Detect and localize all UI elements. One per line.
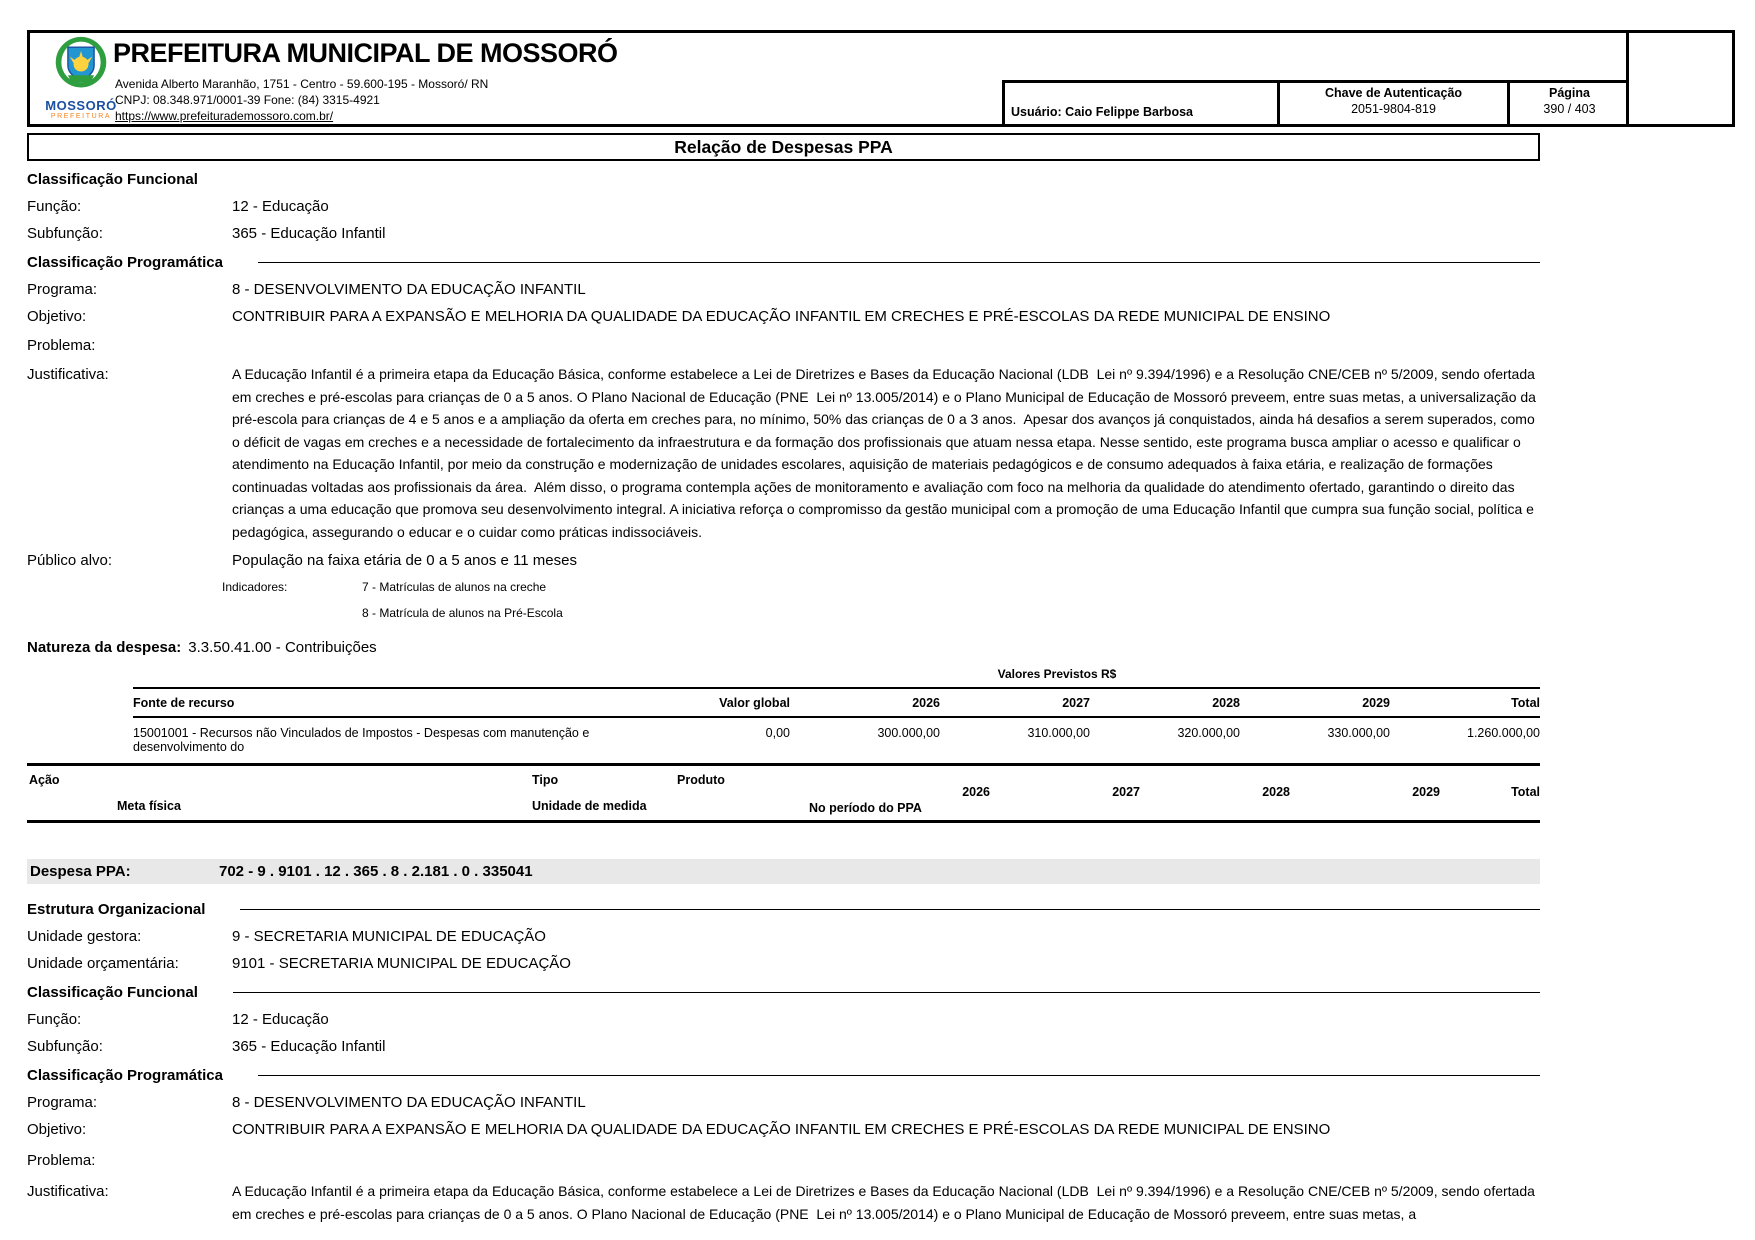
header-empty-cell xyxy=(1626,33,1732,124)
subfuncao-label: Subfunção: xyxy=(27,225,103,242)
col-2029: 2029 xyxy=(1362,696,1390,710)
field-programa xyxy=(27,278,1540,301)
cell-2026: 300.000,00 xyxy=(877,726,940,740)
field-natureza-despesa xyxy=(27,636,1540,659)
programa-value: 8 - DESENVOLVIMENTO DA EDUCAÇÃO INFANTIL xyxy=(232,1094,586,1111)
indicadores-label: Indicadores: xyxy=(222,580,288,594)
programa-label: Programa: xyxy=(27,1094,98,1111)
indicador-row xyxy=(222,606,1540,620)
unidade-gestora-label: Unidade gestora: xyxy=(27,928,142,945)
col-2028: 2028 xyxy=(1212,696,1240,710)
section-heading-classificacao-programatica-2: Classificação Programática xyxy=(27,1064,1540,1087)
col-acao-2026: 2026 xyxy=(962,785,990,799)
problema-value xyxy=(232,1149,1540,1172)
valores-previstos-caption: Valores Previstos R$ xyxy=(997,667,1117,681)
col-2026: 2026 xyxy=(912,696,940,710)
objetivo-label: Objetivo: xyxy=(27,308,87,325)
field-unidade-gestora xyxy=(27,925,1540,948)
objetivo-value: CONTRIBUIR PARA A EXPANSÃO E MELHORIA DA QUALIDADE DA EDUCAÇÃO INFANTIL EM CRECHES E PRÉ-ESCOLAS DA REDE MUNICIPAL DE ENSINO xyxy=(232,308,1331,325)
funcao-label: Função: xyxy=(27,1011,82,1028)
publico-alvo-value: População na faixa etária de 0 a 5 anos e 11 meses xyxy=(232,552,577,569)
problema-label: Problema: xyxy=(27,337,96,354)
col-meta-fisica: Meta física xyxy=(117,799,181,813)
col-acao-2028: 2028 xyxy=(1262,785,1290,799)
report-body xyxy=(27,168,1540,1229)
funcao-value: 12 - Educação xyxy=(232,198,329,215)
col-fonte-recurso: Fonte de recurso xyxy=(133,696,235,710)
col-total: Total xyxy=(1511,696,1540,710)
subfuncao-value: 365 - Educação Infantil xyxy=(232,1038,386,1055)
objetivo-label: Objetivo: xyxy=(27,1121,87,1138)
heading-rule xyxy=(258,262,1540,263)
fonte-table-row xyxy=(133,718,1540,763)
heading-rule xyxy=(233,992,1540,993)
field-problema-2 xyxy=(27,1149,1540,1172)
cell-2027: 310.000,00 xyxy=(1027,726,1090,740)
page-number: 390 / 403 xyxy=(1543,102,1596,116)
funcao-value: 12 - Educação xyxy=(232,1011,329,1028)
unidade-orcamentaria-label: Unidade orçamentária: xyxy=(27,955,179,972)
section-heading-classificacao-funcional: Classificação Funcional xyxy=(27,171,198,188)
field-objetivo-2 xyxy=(27,1118,1540,1141)
indicador-row xyxy=(222,580,1540,594)
heading-rule xyxy=(258,1075,1540,1076)
cell-2029: 330.000,00 xyxy=(1327,726,1390,740)
col-periodo-ppa: No período do PPA xyxy=(809,801,922,815)
mossoro-crest-icon xyxy=(51,36,111,94)
logo-wordmark: MOSSORÓ xyxy=(45,98,117,113)
cell-total: 1.260.000,00 xyxy=(1467,726,1540,740)
auth-key-value: 2051-9804-819 xyxy=(1351,102,1436,116)
report-title-bar xyxy=(27,133,1540,161)
user-cell: Usuário: Caio Felippe Barbosa xyxy=(1002,83,1277,124)
field-subfuncao xyxy=(27,222,1540,245)
org-website-link[interactable]: https://www.prefeiturademossoro.com.br/ xyxy=(115,109,334,123)
field-unidade-orcamentaria xyxy=(27,952,1540,975)
org-cnpj-phone: CNPJ: 08.348.971/0001-39 Fone: (84) 3315-4921 xyxy=(115,93,380,107)
col-tipo: Tipo xyxy=(532,773,559,787)
justificativa-label: Justificativa: xyxy=(27,366,109,383)
col-acao: Ação xyxy=(29,773,60,787)
auth-key-cell xyxy=(1277,83,1507,124)
col-acao-total: Total xyxy=(1511,785,1540,799)
acao-table-header xyxy=(27,763,1540,823)
fonte-table-header xyxy=(133,689,1540,718)
col-unidade-medida: Unidade de medida xyxy=(532,799,647,813)
unidade-orcamentaria-value: 9101 - SECRETARIA MUNICIPAL DE EDUCAÇÃO xyxy=(232,955,571,972)
col-produto: Produto xyxy=(677,773,725,787)
natureza-label: Natureza da despesa: xyxy=(27,639,182,656)
section-heading-classificacao-funcional-2: Classificação Funcional xyxy=(27,981,1540,1004)
justificativa-value-truncated: A Educação Infantil é a primeira etapa da Educação Básica, conforme estabelece a Lei de Diretrizes e Bases da Educação Nacional (LDB Lei nº 9.394/1996) e a Resolução CNE/CEB nº 5/2009, sendo ofertada em creches e pré-escolas para crianças de 0 a 5 anos. O Plano Nacional de Educação (PNE Lei nº 13.005/2014) e o Plano Municipal de Educação de Mossoró preveem, entre suas metas, a xyxy=(232,1183,1539,1222)
auth-key-label: Chave de Autenticação xyxy=(1324,86,1463,100)
problema-value xyxy=(232,334,1540,357)
field-justificativa xyxy=(27,363,1540,543)
heading-rule xyxy=(240,909,1540,910)
report-title: Relação de Despesas PPA xyxy=(674,136,893,157)
org-name: PREFEITURA MUNICIPAL DE MOSSORÓ xyxy=(113,38,618,68)
natureza-value: 3.3.50.41.00 - Contribuições xyxy=(188,639,377,656)
programa-value: 8 - DESENVOLVIMENTO DA EDUCAÇÃO INFANTIL xyxy=(232,281,586,298)
header-info-table xyxy=(1002,80,1629,124)
field-publico-alvo xyxy=(27,549,1540,572)
fonte-recurso-table xyxy=(133,687,1540,763)
section-heading-estrutura-organizacional: Estrutura Organizacional xyxy=(27,898,1540,921)
cell-valor-global: 0,00 xyxy=(765,726,790,740)
field-funcao xyxy=(27,195,1540,218)
org-address: Avenida Alberto Maranhão, 1751 - Centro - 59.600-195 - Mossoró/ RN xyxy=(115,77,489,91)
indicador-2: 8 - Matrícula de alunos na Pré-Escola xyxy=(362,606,563,620)
page-cell xyxy=(1507,83,1629,124)
programa-label: Programa: xyxy=(27,281,98,298)
despesa-ppa-bar xyxy=(27,859,1540,884)
subfuncao-value: 365 - Educação Infantil xyxy=(232,225,386,242)
page-label: Página xyxy=(1549,86,1590,100)
field-programa-2 xyxy=(27,1091,1540,1114)
col-valor-global: Valor global xyxy=(719,696,790,710)
section-heading-classificacao-programatica: Classificação Programática xyxy=(27,251,1540,274)
subfuncao-label: Subfunção: xyxy=(27,1038,103,1055)
field-funcao-2 xyxy=(27,1008,1540,1031)
publico-alvo-label: Público alvo: xyxy=(27,552,113,569)
cell-fonte-descricao: 15001001 - Recursos não Vinculados de Impostos - Despesas com manutenção e desenvolvimento do xyxy=(133,726,590,754)
col-acao-2027: 2027 xyxy=(1112,785,1140,799)
cell-2028: 320.000,00 xyxy=(1177,726,1240,740)
indicador-1: 7 - Matrículas de alunos na creche xyxy=(362,580,547,594)
field-subfuncao-2 xyxy=(27,1035,1540,1058)
field-justificativa-2 xyxy=(27,1180,1540,1225)
unidade-gestora-value: 9 - SECRETARIA MUNICIPAL DE EDUCAÇÃO xyxy=(232,928,546,945)
funcao-label: Função: xyxy=(27,198,82,215)
mossoro-logo xyxy=(42,36,120,121)
col-2027: 2027 xyxy=(1062,696,1090,710)
header xyxy=(27,30,1735,127)
justificativa-value: A Educação Infantil é a primeira etapa da Educação Básica, conforme estabelece a Lei de Diretrizes e Bases da Educação Nacional (LDB Lei nº 9.394/1996) e a Resolução CNE/CEB nº 5/2009, sendo ofertada em creches e pré-escolas para crianças de 0 a 5 anos. O Plano Nacional de Educação (PNE Lei nº 13.005/2014) e o Plano Municipal de Educação de Mossoró preveem, entre suas metas, a universalização da pré-escola para crianças de 4 e 5 anos e a ampliação da oferta em creches para, no mínimo, 50% das crianças de 0 a 3 anos. Apesar dos avanços já conquistados, ainda há desafios a serem superados, como o déficit de vagas em creches e a necessidade de fortalecimento da infraestrutura e da formação dos profissionais que atuam nessa etapa. Nesse sentido, este programa busca ampliar o acesso e qualificar o atendimento na Educação Infantil, por meio da construção e modernização de unidades escolares, aquisição de materiais pedagógicos e de consumo adequados à faixa etária, e realização de formações continuadas voltadas aos profissionais da área. Além disso, o programa contempla ações de monitoramento e avaliação com foco na melhoria da qualidade do atendimento ofertado, garantindo o direito das crianças a uma educação que promova seu desenvolvimento integral. A iniciativa reforça o compromisso da gestão municipal com a promoção de uma Educação Infantil que cumpra sua função social, política e pedagógica, assegurando o educar e o cuidar como práticas indissociáveis. xyxy=(232,366,1540,540)
field-objetivo xyxy=(27,305,1540,328)
objetivo-value: CONTRIBUIR PARA A EXPANSÃO E MELHORIA DA QUALIDADE DA EDUCAÇÃO INFANTIL EM CRECHES E PRÉ-ESCOLAS DA REDE MUNICIPAL DE ENSINO xyxy=(232,1121,1331,1138)
logo-subtitle: PREFEITURA xyxy=(50,113,112,120)
justificativa-label: Justificativa: xyxy=(27,1183,109,1200)
despesa-ppa-value: 702 - 9 . 9101 . 12 . 365 . 8 . 2.181 . 0 . 335041 xyxy=(219,863,533,880)
despesa-ppa-label: Despesa PPA: xyxy=(30,863,131,880)
col-acao-2029: 2029 xyxy=(1412,785,1440,799)
problema-label: Problema: xyxy=(27,1152,96,1169)
field-problema xyxy=(27,334,1540,357)
